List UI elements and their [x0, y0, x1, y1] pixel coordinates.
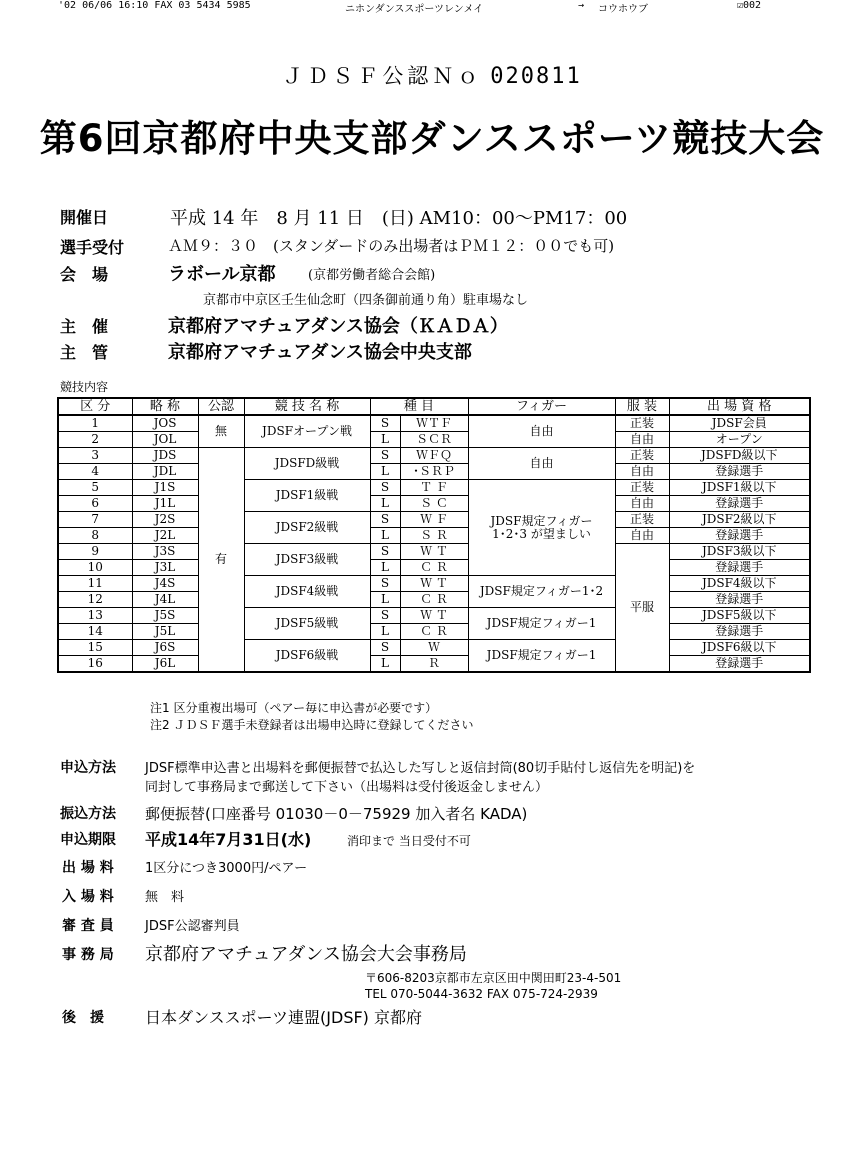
division-cell: 15 — [58, 640, 132, 656]
table-row — [58, 544, 810, 560]
division-cell: 1 — [58, 415, 132, 432]
division-cell: 3 — [58, 448, 132, 464]
qualification-cell: 登録選手 — [669, 464, 810, 480]
figure-cell: 自由 — [468, 448, 615, 480]
figure-rule-line1: JDSF規定フィガー — [490, 513, 593, 528]
figure-cell: JDSF規定フィガー1･2 — [468, 576, 615, 608]
table-row — [58, 432, 810, 448]
fax-arrow: → — [578, 0, 585, 11]
figure-cell: JDSF規定フィガー1 — [468, 608, 615, 640]
dance-cell: ＷＦＱ — [400, 448, 468, 464]
reception-value: ＡＭ９：３０ (スタンダードのみ出場者はＰＭ１２：００でも可) — [168, 237, 615, 255]
sl-cell: S — [370, 544, 400, 560]
apply-method-line1: JDSF標準申込書と出場料を郵便振替で払込した写しと返信封筒(80切手貼付し返信先を明記)を — [145, 761, 696, 776]
division-cell: 7 — [58, 512, 132, 528]
dance-cell: ＷＴＦ — [400, 415, 468, 432]
code-cell: JOL — [132, 432, 198, 448]
table-row — [58, 415, 810, 432]
figure-rule-line2: 1･2･3 が望ましい — [492, 526, 591, 541]
manager-label: 主 管 — [60, 343, 109, 362]
qualification-cell: JDSF3級以下 — [669, 544, 810, 560]
division-cell: 16 — [58, 656, 132, 673]
code-cell: J1L — [132, 496, 198, 512]
table-row — [58, 448, 810, 464]
competition-table — [57, 397, 811, 673]
office-address: 〒606-8203京都市左京区田中関田町23-4-501 — [365, 971, 622, 985]
attire-cell: 自由 — [615, 464, 669, 480]
dance-cell: Ｓ Ｃ — [400, 496, 468, 512]
dance-cell: Ｗ Ｆ — [400, 512, 468, 528]
dance-cell: Ｗ Ｔ — [400, 544, 468, 560]
comp-name-cell: JDSF5級戦 — [244, 608, 370, 640]
division-cell: 5 — [58, 480, 132, 496]
figure-cell — [468, 480, 615, 576]
code-cell: J1S — [132, 480, 198, 496]
table-header-row — [58, 398, 810, 415]
comp-name-cell: JDSF3級戦 — [244, 544, 370, 576]
code-cell: J4L — [132, 592, 198, 608]
code-cell: J3S — [132, 544, 198, 560]
fax-page: ☑002 — [737, 0, 762, 11]
fax-sender: ニホンダンススポーツレンメイ — [345, 4, 484, 15]
code-cell: JDS — [132, 448, 198, 464]
qualification-cell: JDSF2級以下 — [669, 512, 810, 528]
comp-name-cell: JDSF4級戦 — [244, 576, 370, 608]
attire-cell: 自由 — [615, 432, 669, 448]
code-cell: J6L — [132, 656, 198, 673]
table-row — [58, 512, 810, 528]
sl-cell: L — [370, 496, 400, 512]
dance-cell: Ｔ Ｆ — [400, 480, 468, 496]
header-dances: 種 目 — [370, 398, 468, 415]
deadline-suffix: 消印まで 当日受付不可 — [347, 834, 471, 848]
transfer-value: 郵便振替(口座番号 01030－0－75929 加入者名 KADA) — [145, 805, 528, 823]
attire-cell: 正装 — [615, 480, 669, 496]
table-row — [58, 608, 810, 624]
sl-cell: L — [370, 432, 400, 448]
division-cell: 13 — [58, 608, 132, 624]
deadline-value: 平成14年7月31日(水) — [145, 830, 312, 849]
dance-cell: ･ＳＲＰ — [400, 464, 468, 480]
division-cell: 9 — [58, 544, 132, 560]
table-row — [58, 640, 810, 656]
table-row — [58, 592, 810, 608]
qualification-cell: JDSFD級以下 — [669, 448, 810, 464]
attire-cell: 正装 — [615, 512, 669, 528]
sl-cell: L — [370, 464, 400, 480]
organizer-value: 京都府アマチュアダンス協会（ＫＡＤＡ） — [168, 316, 508, 337]
qualification-cell: JDSF1級以下 — [669, 480, 810, 496]
sl-cell: S — [370, 576, 400, 592]
approval-label: ＪＤＳＦ公認Ｎｏ — [282, 64, 483, 88]
sl-cell: S — [370, 448, 400, 464]
qualification-cell: 登録選手 — [669, 528, 810, 544]
deadline-label: 申込期限 — [60, 832, 116, 848]
reception-label: 選手受付 — [60, 238, 125, 257]
qualification-cell: 登録選手 — [669, 560, 810, 576]
sl-cell: L — [370, 560, 400, 576]
code-cell: J3L — [132, 560, 198, 576]
venue-address: 京都市中京区壬生仙念町（四条御前通り角）駐車場なし — [203, 293, 529, 308]
sl-cell: L — [370, 592, 400, 608]
header-attire: 服 装 — [615, 398, 669, 415]
dance-cell: Ｓ Ｒ — [400, 528, 468, 544]
division-cell: 6 — [58, 496, 132, 512]
dance-cell: Ｃ Ｒ — [400, 624, 468, 640]
dance-cell: Ｗ Ｔ — [400, 576, 468, 592]
header-comp-name: 競 技 名 称 — [244, 398, 370, 415]
code-cell: J2L — [132, 528, 198, 544]
office-tel: TEL 070-5044-3632 FAX 075-724-2939 — [365, 987, 598, 1001]
code-cell: J4S — [132, 576, 198, 592]
entry-fee-value: 1区分につき3000円/ペアー — [145, 861, 308, 876]
comp-name-cell: JDSFD級戦 — [244, 448, 370, 480]
apply-method-label: 申込方法 — [60, 760, 116, 776]
table-row — [58, 576, 810, 592]
sl-cell: S — [370, 512, 400, 528]
table-row — [58, 656, 810, 673]
organizer-label: 主 催 — [60, 317, 109, 336]
sl-cell: L — [370, 624, 400, 640]
dance-cell: Ｒ — [400, 656, 468, 673]
venue-label: 会 場 — [60, 265, 109, 284]
dance-cell: ＳＣＲ — [400, 432, 468, 448]
division-cell: 12 — [58, 592, 132, 608]
division-cell: 8 — [58, 528, 132, 544]
venue-value: ラボール京都 — [168, 264, 276, 285]
fax-recipient: コウホウブ — [598, 4, 648, 15]
page-title: 第6回京都府中央支部ダンススポーツ競技大会 — [39, 117, 825, 160]
header-approval: 公認 — [198, 398, 244, 415]
code-cell: JDL — [132, 464, 198, 480]
division-cell: 4 — [58, 464, 132, 480]
qualification-cell: JDSF6級以下 — [669, 640, 810, 656]
qualification-cell: 登録選手 — [669, 656, 810, 673]
judges-value: JDSF公認審判員 — [145, 919, 240, 934]
venue-sub: (京都労働者総合会館) — [308, 268, 436, 283]
comp-name-cell: JDSFオープン戦 — [244, 415, 370, 448]
division-cell: 2 — [58, 432, 132, 448]
date-value: 平成 14 年 8 月 11 日 (日) AM10：00〜PM17：00 — [170, 208, 628, 229]
header-code: 略 称 — [132, 398, 198, 415]
comp-name-cell: JDSF2級戦 — [244, 512, 370, 544]
attire-cell: 平服 — [615, 544, 669, 673]
sl-cell: S — [370, 415, 400, 432]
figure-cell: 自由 — [468, 415, 615, 448]
dance-cell: Ｃ Ｒ — [400, 592, 468, 608]
division-cell: 11 — [58, 576, 132, 592]
qualification-cell: 登録選手 — [669, 592, 810, 608]
approval-cell: 有 — [198, 448, 244, 673]
manager-value: 京都府アマチュアダンス協会中央支部 — [168, 342, 472, 363]
dance-cell: Ｃ Ｒ — [400, 560, 468, 576]
qualification-cell: 登録選手 — [669, 496, 810, 512]
qualification-cell: オープン — [669, 432, 810, 448]
qualification-cell: JDSF4級以下 — [669, 576, 810, 592]
transfer-label: 振込方法 — [60, 806, 116, 822]
table-row — [58, 560, 810, 576]
code-cell: J2S — [132, 512, 198, 528]
office-label: 事 務 局 — [62, 947, 114, 963]
support-value: 日本ダンススポーツ連盟(JDSF) 京都府 — [145, 1008, 423, 1027]
division-cell: 10 — [58, 560, 132, 576]
attire-cell: 正装 — [615, 415, 669, 432]
admission-label: 入 場 料 — [62, 889, 114, 905]
approval-number: 020811 — [490, 64, 582, 89]
code-cell: J5S — [132, 608, 198, 624]
attire-cell: 自由 — [615, 528, 669, 544]
dance-cell: Ｗ Ｔ — [400, 608, 468, 624]
sl-cell: L — [370, 528, 400, 544]
table-row — [58, 480, 810, 496]
fax-date-line: '02 06/06 16:10 FAX 03 5434 5985 — [58, 0, 251, 11]
division-cell: 14 — [58, 624, 132, 640]
comp-name-cell: JDSF6級戦 — [244, 640, 370, 673]
admission-value: 無 料 — [145, 890, 185, 905]
qualification-cell: JDSF会員 — [669, 415, 810, 432]
qualification-cell: JDSF5級以下 — [669, 608, 810, 624]
apply-method-line2: 同封して事務局まで郵送して下さい（出場料は受付後返金しません） — [145, 780, 549, 795]
note-1: 注1 区分重複出場可（ペアー毎に申込書が必要です） — [150, 701, 438, 715]
figure-cell: JDSF規定フィガー1 — [468, 640, 615, 673]
code-cell: J5L — [132, 624, 198, 640]
qualification-cell: 登録選手 — [669, 624, 810, 640]
office-value: 京都府アマチュアダンス協会大会事務局 — [145, 944, 467, 965]
header-division: 区 分 — [58, 398, 132, 415]
dance-cell: Ｗ — [400, 640, 468, 656]
approval-cell: 無 — [198, 415, 244, 448]
sl-cell: S — [370, 640, 400, 656]
table-row — [58, 528, 810, 544]
note-2: 注2 ＪＤＳＦ選手未登録者は出場申込時に登録してください — [150, 718, 474, 732]
sl-cell: L — [370, 656, 400, 673]
header-figure: フィガー — [468, 398, 615, 415]
date-label: 開催日 — [60, 208, 109, 227]
table-row — [58, 464, 810, 480]
competition-section-label: 競技内容 — [60, 380, 109, 394]
judges-label: 審 査 員 — [62, 918, 114, 934]
table-row — [58, 624, 810, 640]
code-cell: JOS — [132, 415, 198, 432]
attire-cell: 自由 — [615, 496, 669, 512]
support-label: 後 援 — [62, 1010, 104, 1026]
code-cell: J6S — [132, 640, 198, 656]
attire-cell: 正装 — [615, 448, 669, 464]
sl-cell: S — [370, 480, 400, 496]
comp-name-cell: JDSF1級戦 — [244, 480, 370, 512]
approval-line — [0, 60, 864, 90]
entry-fee-label: 出 場 料 — [62, 860, 114, 876]
table-row — [58, 496, 810, 512]
sl-cell: S — [370, 608, 400, 624]
header-qualification: 出 場 資 格 — [669, 398, 810, 415]
